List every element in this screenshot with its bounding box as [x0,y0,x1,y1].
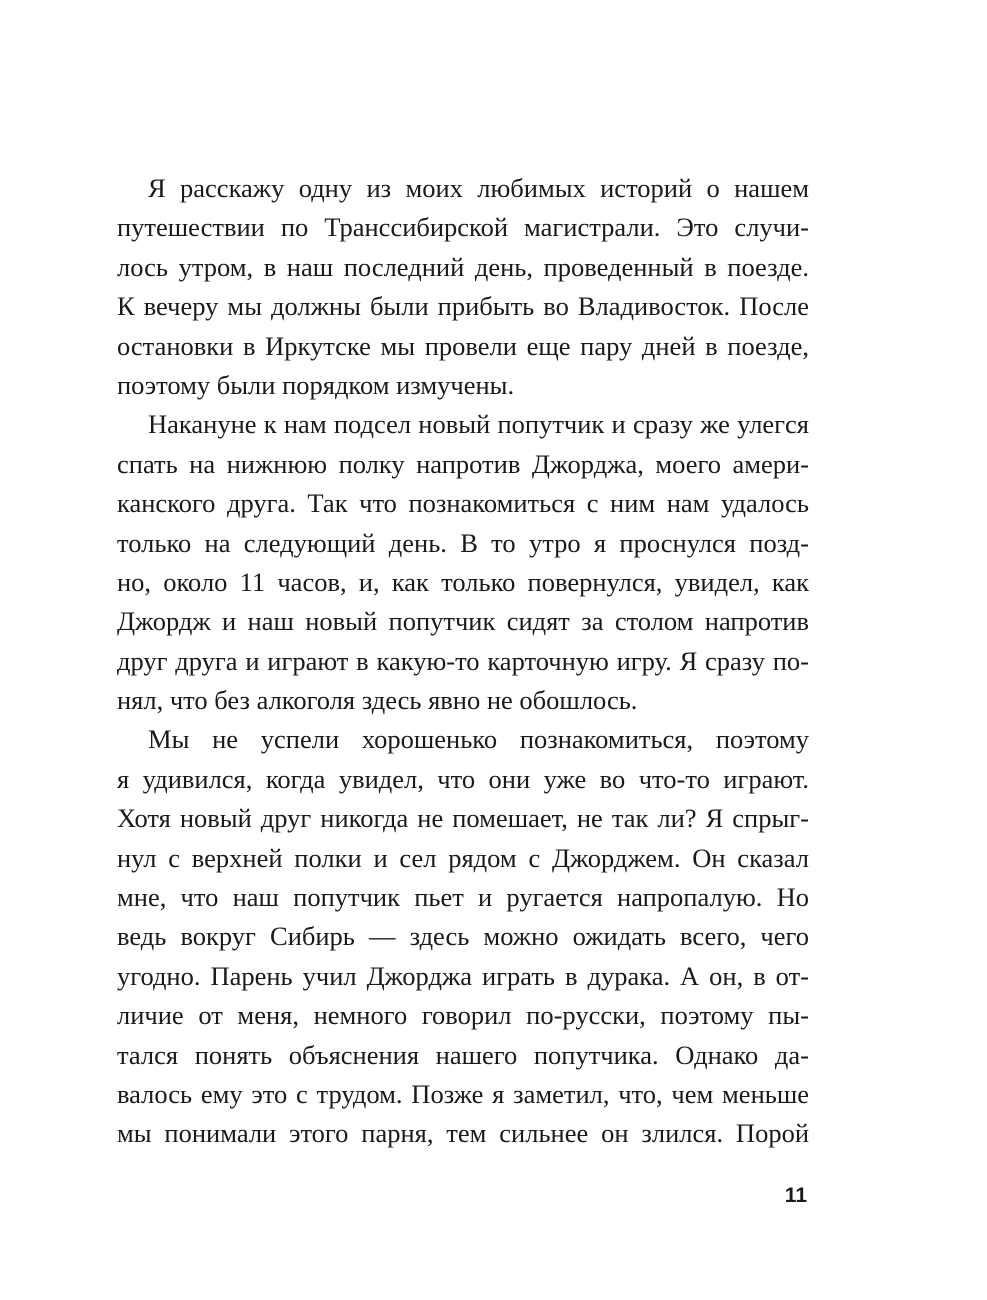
text-line: остановки в Иркутске мы провели еще пару дней в поезде, [117,330,809,361]
paragraph-2 [117,405,809,720]
text-line: спать на нижнюю полку напротив Джорджа, моего амери- [117,448,809,479]
text-line: но, около 11 часов, и, как только повернулся, увидел, как [117,566,809,597]
text-line: К вечеру мы должны были прибыть во Владивосток. После [117,291,809,322]
text-line: Мы не успели хорошенько познакомиться, поэтому [148,724,809,755]
text-line: тался понять объяснения нашего попутчика. Однако да- [117,1039,809,1070]
text-line: Накануне к нам подсел новый попутчик и сразу же улегся [148,409,809,440]
text-line: Хотя новый друг никогда не помешает, не так ли? Я спрыг- [117,803,809,834]
text-line: я удивился, когда увидел, что они уже во что-то играют. [117,763,809,794]
paragraph-3 [117,720,809,1153]
text-line: канского друга. Так что познакомиться с ним нам удалось [117,488,809,519]
text-line: ведь вокруг Сибирь — здесь можно ожидать всего, чего [117,921,809,952]
text-line: валось ему это с трудом. Позже я заметил, что, чем меньше [117,1078,809,1109]
text-line: мне, что наш попутчик пьет и ругается напропалую. Но [117,882,809,913]
text-line: нял, что без алкоголя здесь явно не обошлось. [117,685,638,716]
text-line: только на следующий день. В то утро я проснулся позд- [117,527,809,558]
text-line: Джордж и наш новый попутчик сидят за столом напротив [117,606,809,637]
text-line: лось утром, в наш последний день, проведенный в поезде. [117,251,809,282]
text-line: мы понимали этого парня, тем сильнее он злился. Порой [117,1118,809,1149]
text-line: нул с верхней полки и сел рядом с Джорджем. Он сказал [117,842,809,873]
text-line: поэтому были порядком измучены. [117,369,515,400]
paragraph-1 [117,169,809,405]
text-line: угодно. Парень учил Джорджа играть в дурака. А он, в от- [117,960,809,991]
text-line: друг друга и играют в какую-то карточную игру. Я сразу по- [117,645,809,676]
text-line: путешествии по Транссибирской магистрали. Это случи- [117,212,809,243]
text-line: личие от меня, немного говорил по-русски, поэтому пы- [117,1000,809,1031]
body-text [117,169,809,1154]
text-line: Я расскажу одну из моих любимых историй о нашем [148,173,809,203]
page-number: 11 [784,1184,807,1207]
